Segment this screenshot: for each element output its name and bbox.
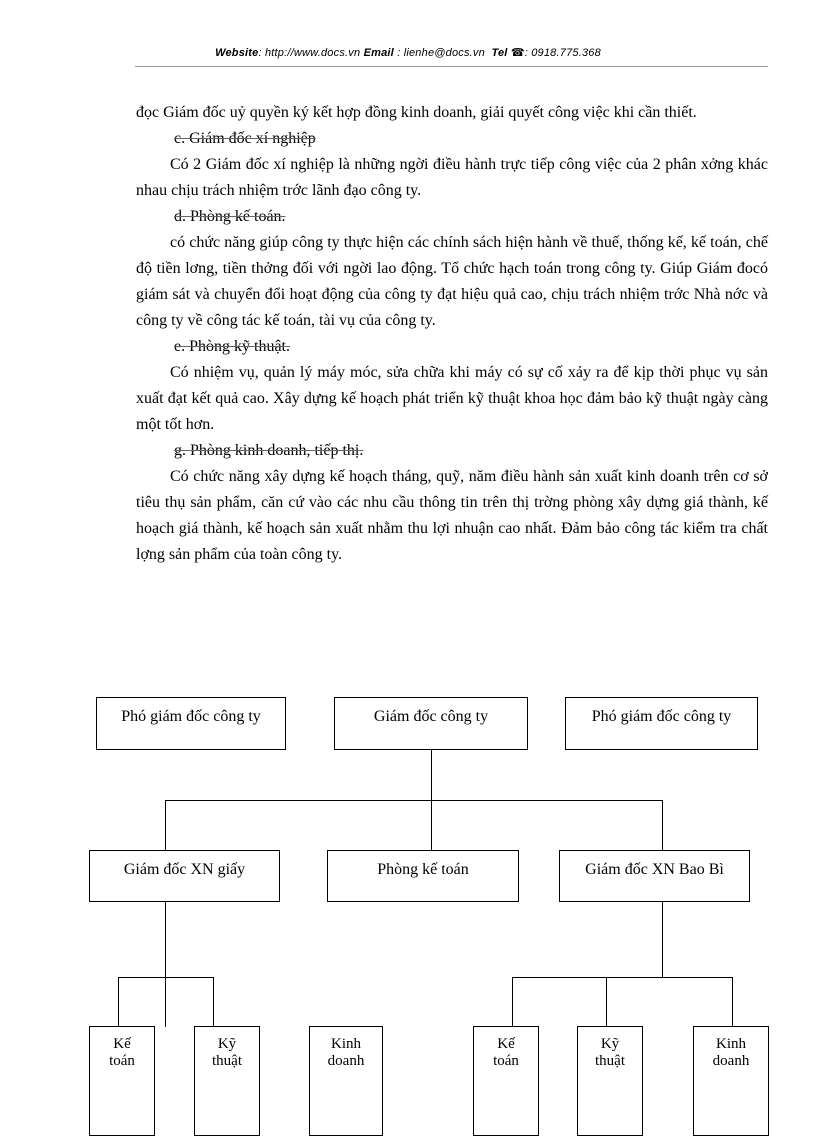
- box-label: toán: [493, 1053, 519, 1069]
- section-heading-d: d. Phòng kế toán.: [174, 208, 286, 225]
- connector: [606, 977, 607, 1027]
- connector: [732, 977, 733, 1027]
- box-label: thuật: [595, 1053, 625, 1069]
- box-label: Kỹ: [600, 1036, 620, 1052]
- tel-label: Tel: [491, 47, 508, 59]
- website-value: : http://www.docs.vn: [258, 47, 361, 59]
- connector: [165, 800, 663, 801]
- connector: [431, 749, 432, 801]
- tel-value: : 0918.775.368: [524, 47, 601, 59]
- connector: [662, 800, 663, 850]
- box-xn-baobi: Giám đốc XN Bao Bì: [559, 850, 750, 902]
- connector: [213, 977, 214, 1027]
- phone-icon: ☎: [510, 47, 525, 59]
- website-label: Website: [215, 47, 259, 59]
- box-kinh-doanh-2: [693, 1026, 769, 1136]
- box-ky-thuat-2: [577, 1026, 643, 1136]
- box-label: Kỹ: [217, 1036, 237, 1052]
- box-vp-right: Phó giám đốc công ty: [565, 697, 758, 750]
- box-ke-toan-2: [473, 1026, 539, 1136]
- paragraph: đọc Giám đốc uỷ quyền ký kết hợp đồng kinh doanh, giải quyết công việc khi cần thiết.: [136, 104, 697, 121]
- box-label: toán: [109, 1053, 135, 1069]
- box-ke-toan-1: [89, 1026, 155, 1136]
- email-value: : lienhe@docs.vn: [397, 47, 485, 59]
- paragraph: có chức năng giúp công ty thực hiện các chính sách hiện hành về thuế, thống kế, kế toán, chế độ tiền lơng, tiền thởng đối với ngời lao động. Tổ chức hạch toán trong công ty. Giúp Giám đocó giám sát và chuyển đổi hoạt động của công ty đạt hiệu quả cao, chịu trách nhiệm trớc Nhà nớc và công ty về công tác kế toán, tài vụ của công ty.: [136, 234, 768, 329]
- box-accounting: Phòng kế toán: [327, 850, 519, 902]
- section-heading-e: e. Phòng kỹ thuật.: [174, 338, 290, 355]
- box-xn-giay: Giám đốc XN giấy: [89, 850, 280, 902]
- box-label: Kinh: [331, 1036, 361, 1052]
- box-label: Kế: [113, 1036, 131, 1052]
- box-vp-left: Phó giám đốc công ty: [96, 697, 286, 750]
- page-header: [0, 46, 816, 59]
- connector: [431, 800, 432, 850]
- header-rule: [135, 66, 768, 67]
- paragraph: Có nhiệm vụ, quản lý máy móc, sửa chữa khi máy có sự cố xảy ra để kịp thời phục vụ sản xuất đạt kết quả cao. Xây dựng kế hoạch phát triển kỹ thuật khoa học đảm bảo kỹ thuật ngày càng một tốt hơn.: [136, 364, 768, 433]
- connector: [165, 800, 166, 850]
- connector: [165, 901, 166, 978]
- box-label: Kinh: [716, 1036, 746, 1052]
- box-kinh-doanh-1: [309, 1026, 383, 1136]
- box-director: Giám đốc công ty: [334, 697, 528, 750]
- connector: [118, 977, 214, 978]
- connector: [512, 977, 733, 978]
- paragraph: Có chức năng xây dựng kế hoạch tháng, quỹ, năm điều hành sản xuất kinh doanh trên cơ sở tiêu thụ sản phẩm, căn cứ vào các nhu cầu thông tin trên thị trờng phòng xây dựng giá thành, kế hoạch giá thành, kế hoạch sản xuất nhằm thu lợi nhuận cao nhất. Đảm bảo công tác kiểm tra chất lợng sản phẩm của toàn công ty.: [136, 468, 768, 563]
- body-text: [136, 100, 768, 568]
- paragraph: Có 2 Giám đốc xí nghiệp là những ngời điều hành trực tiếp công việc của 2 phân xởng khác nhau chịu trách nhiệm trớc lãnh đạo công ty.: [136, 156, 768, 199]
- box-ky-thuat-1: [194, 1026, 260, 1136]
- connector: [165, 977, 166, 1027]
- box-label: doanh: [327, 1053, 365, 1069]
- section-heading-c: c. Giám đốc xí nghiệp: [174, 130, 316, 147]
- section-heading-g: g. Phòng kinh doanh, tiếp thị.: [174, 442, 364, 459]
- connector: [662, 901, 663, 978]
- connector: [118, 977, 119, 1027]
- box-label: thuật: [212, 1053, 242, 1069]
- email-label: Email: [363, 47, 394, 59]
- box-label: doanh: [712, 1053, 750, 1069]
- box-label: Kế: [497, 1036, 515, 1052]
- connector: [512, 977, 513, 1027]
